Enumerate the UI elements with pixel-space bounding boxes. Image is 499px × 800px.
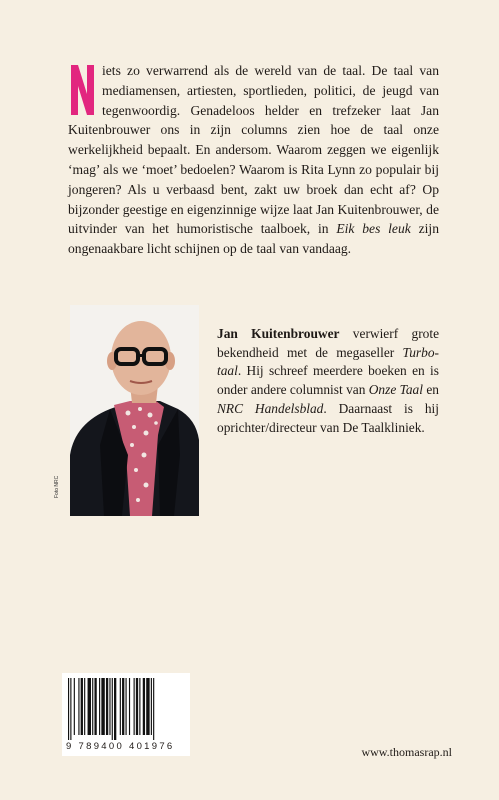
bio-text-2: . Hij schreef meerdere boeken en is onder andere columnist van <box>217 363 439 398</box>
bio-text-3: en <box>422 382 439 398</box>
bio-text-1: verwierf grote bekendheid met de megaseller <box>217 326 440 360</box>
isbn-prefix: 9 <box>66 741 74 752</box>
book-title: Eik bes leuk <box>336 221 411 237</box>
author-bio <box>217 325 439 437</box>
back-cover-blurb <box>68 61 439 259</box>
isbn-barcode <box>62 673 190 756</box>
isbn-group-2: 401976 <box>129 741 175 752</box>
photo-credit: Foto NRC <box>54 475 60 498</box>
author-photo <box>70 305 199 516</box>
blurb-text-1: iets zo verwarrend als de wereld van de taal. De taal van mediamensen, artiesten, sportlieden, politici, de jeugd van tegenwoordig. Genadeloos helder en trefzeker laat Jan Kuitenbrouwer ons in zijn columns zien hoe de taal onze werkelijkheid bepaalt. En andersom. Waarom zeggen we eigenlijk ‘mag’ als we ‘moet’ bedoelen? Waarom is Rita Lynn zo populair bij jongeren? Als u verbaasd bent, zakt uw broek dan echt af? Op bijzonder geestige en eigenzinnige wijze laat Jan Kuitenbrouwer, de uitvinder van het humoristische taalboek, in <box>68 63 439 237</box>
publisher-url: www.thomasrap.nl <box>361 745 452 759</box>
bio-nrc: NRC Handelsblad <box>217 400 324 416</box>
drop-cap-n-icon <box>68 64 96 116</box>
bio-book-turbotaal: Turbotaal <box>217 344 439 379</box>
isbn-number <box>66 741 186 752</box>
blurb-text-2: zijn ongenaakbare licht schijnen op de taal van vandaag. <box>68 221 439 257</box>
bio-onze-taal: Onze Taal <box>368 382 423 398</box>
drop-cap <box>68 64 96 116</box>
barcode-bars-icon <box>68 678 184 740</box>
bio-text-4: . Daarnaast is hij oprichter/directeur van De Taalkliniek. <box>217 400 439 435</box>
author-name: Jan Kuitenbrouwer <box>217 326 340 341</box>
isbn-group-1: 789400 <box>78 741 125 752</box>
